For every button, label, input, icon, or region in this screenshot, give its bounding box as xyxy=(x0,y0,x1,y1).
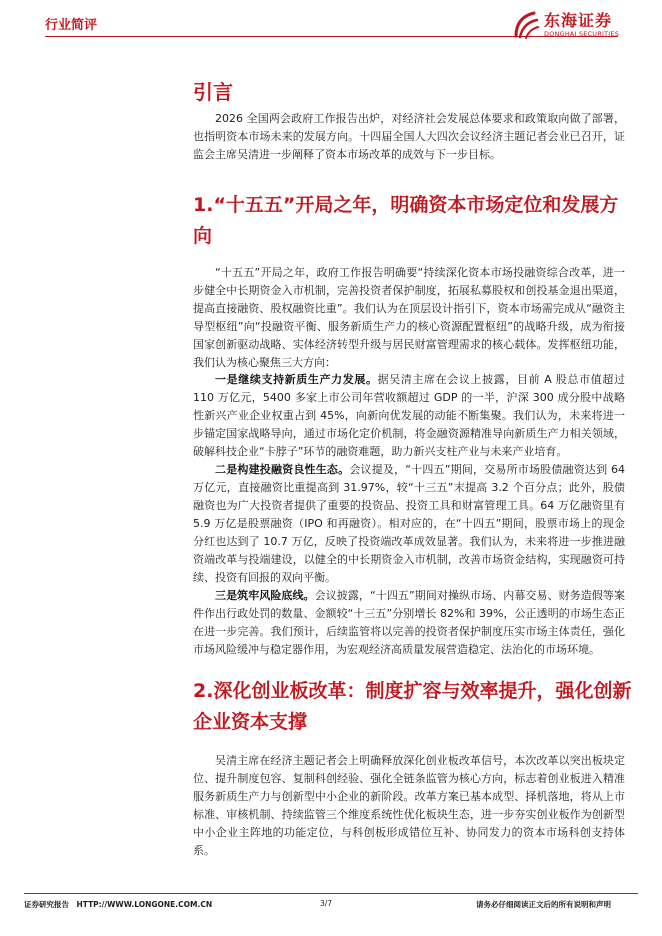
footer-source: 证券研究报告 HTTP://WWW.LONGONE.COM.CN xyxy=(24,900,213,909)
logo-english-name: DONGHAI SECURITIES xyxy=(544,30,620,38)
section-1-heading: 1.“十五五”开局之年，明确资本市场定位和发展方向 xyxy=(193,194,619,247)
point-1-lead: 一是继续支持新质生产力发展。 xyxy=(215,373,378,386)
point-3-lead: 三是筑牢风险底线。 xyxy=(215,589,315,602)
company-logo xyxy=(506,8,626,44)
report-type-tag: 行业简评 xyxy=(45,18,98,33)
logo-mark-icon xyxy=(512,10,540,40)
point-2-text: 会议提及，“十四五”期间，交易所市场股债融资达到 64 万亿元，直接融资比重提高到 31.97%，较“十三五”末提高 3.2 个百分点；此外，股债融资也为广大投资者提供了重要的投资品、投资工具和财富管理工具。64 万亿融资里有 5.9 万亿是股票融资（IPO 和再融资）。相对应的，在“十四五”期间，股票市场上的现金分红也达到了 10.7 万亿，反映了投资端改革成效显著。我们认为，未来将进一步推进融资端改革与投端建设，以健全的中长期资金入市机制，改善市场资金结构，实现融资可持续、投资有回报的双向平衡。 xyxy=(193,463,626,584)
footer-disclaimer: 请务必仔细阅读正文后的所有说明和声明 xyxy=(476,900,611,909)
logo-name: 东海证券 xyxy=(544,11,613,30)
intro-paragraph: 2026 全国两会政府工作报告出炉，对经济社会发展总体要求和政策取向做了部署，也指明资本市场未来的发展方向。十四届全国人大四次会议经济主题记者会业已召开，证监会主席吴清进一步阐释了资本市场改革的成效与下一步目标。 xyxy=(193,112,625,161)
section-1-paragraph-1: “十五五”开局之年，政府工作报告明确要“持续深化资本市场投融资综合改革，进一步健全中长期资金入市机制，完善投资者保护制度，拓展私募股权和创投基金退出渠道，提高直接融资、股权融资比重”。我们认为在顶层设计指引下，资本市场需完成从“融资主导型枢纽”向“投融资平衡、服务新质生产力的核心资源配置枢纽”的战略升级，成为衔接国家创新驱动战略、实体经济转型升级与居民财富管理需求的核心载体。发挥枢纽功能，我们认为核心聚焦三大方向： xyxy=(193,266,625,369)
section-1-point-1 xyxy=(193,371,625,461)
point-1-text: 据吴清主席在会议上披露，目前 A 股总市值超过 110 万亿元，5400 多家上市公司年营收额超过 GDP 的一半，沪深 300 成分股中战略性新兴产业企业权重占到 45%，向新向优发展的动能不断集聚。我们认为，未来将进一步锚定国家战略导向，通过市场化定价机制，将金融资源精准导向新质生产力相关领域，破解科技企业“卡脖子”环节的融资难题，助力新兴支柱产业与未来产业培育。 xyxy=(193,373,625,458)
point-3-text: 会议披露，“十四五”期间对操纵市场、内幕交易、财务造假等案件作出行政处罚的数量、金额较“十三五”分别增长 82%和 39%，公正透明的市场生态正在进一步完善。我们预计，后续监管将以完善的投资者保护制度压实市场主体责任，强化市场风险缓冲与稳定器作用，为宏观经济高质量发展营造稳定、法治化的市场环境。 xyxy=(193,589,625,656)
section-2-paragraph-1: 吴清主席在经济主题记者会上明确释放深化创业板改革信号，本次改革以突出板块定位、提升制度包容、复制科创经验、强化全链条监管为核心方向，标志着创业板进入精准服务新质生产力与创新型中小企业的新阶段。改革方案已基本成型、择机落地，将从上市标准、审核机制、持续监管三个维度系统性优化板块生态，进一步夯实创业板作为创新型中小企业主阵地的功能定位，与科创板形成错位互补、协同发力的资本市场科创支持体系。 xyxy=(193,754,625,857)
intro-heading: 引言 xyxy=(193,80,233,104)
section-1-point-3 xyxy=(193,587,625,659)
footer-divider xyxy=(24,893,638,894)
section-2-heading: 2.深化创业板改革：制度扩容与效率提升，强化创新企业资本支撑 xyxy=(193,680,632,733)
page-number: 3/7 xyxy=(320,899,333,908)
point-2-lead: 二是构建投融资良性生态。 xyxy=(215,463,350,476)
section-1-point-2 xyxy=(193,461,625,587)
